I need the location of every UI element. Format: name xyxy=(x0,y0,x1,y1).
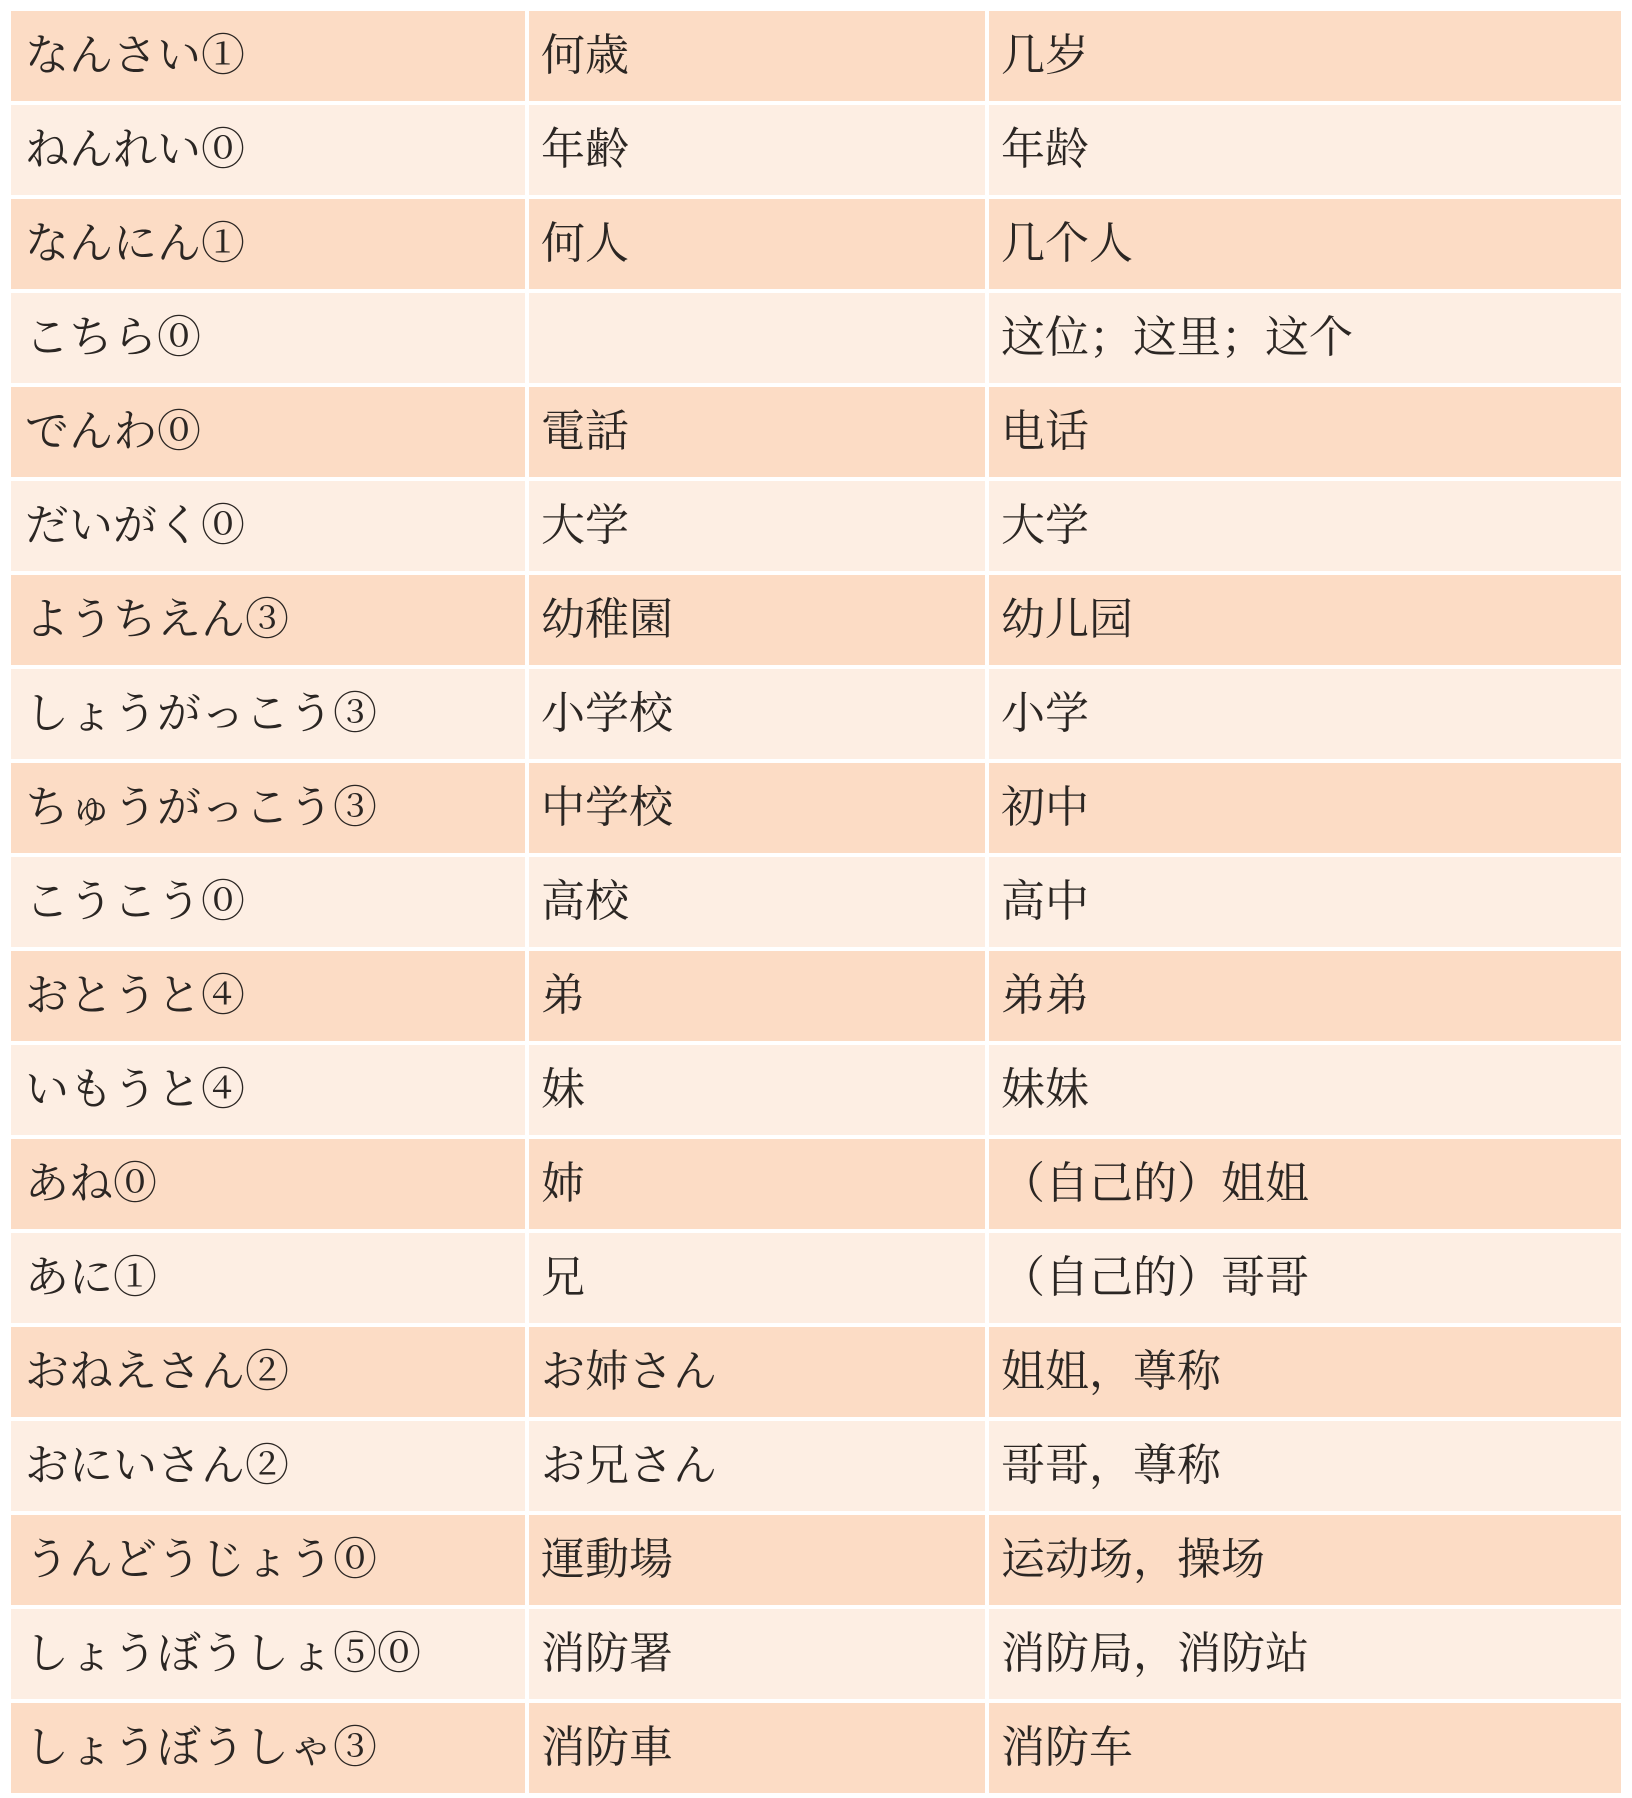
kana-reading-cell: おねえさん② xyxy=(11,1327,529,1421)
kanji-writing-cell: お姉さん xyxy=(529,1327,989,1421)
kana-reading-cell: だいがく⓪ xyxy=(11,481,529,575)
table-row xyxy=(11,1233,1621,1327)
table-row xyxy=(11,575,1621,669)
chinese-meaning-cell: 弟弟 xyxy=(989,951,1621,1045)
vocabulary-table xyxy=(11,11,1621,1793)
chinese-meaning-cell: 消防局，消防站 xyxy=(989,1609,1621,1703)
kanji-writing-cell: 消防車 xyxy=(529,1703,989,1793)
kanji-writing-cell: 消防署 xyxy=(529,1609,989,1703)
kanji-writing-cell: 弟 xyxy=(529,951,989,1045)
table-row xyxy=(11,1609,1621,1703)
kanji-writing-cell: 何人 xyxy=(529,199,989,293)
table-row xyxy=(11,105,1621,199)
kana-reading-cell: こうこう⓪ xyxy=(11,857,529,951)
chinese-meaning-cell: 几个人 xyxy=(989,199,1621,293)
kanji-writing-cell: 高校 xyxy=(529,857,989,951)
chinese-meaning-cell: 幼儿园 xyxy=(989,575,1621,669)
table-row xyxy=(11,857,1621,951)
table-row xyxy=(11,951,1621,1045)
kana-reading-cell: しょうがっこう③ xyxy=(11,669,529,763)
chinese-meaning-cell: 几岁 xyxy=(989,11,1621,105)
kana-reading-cell: しょうぼうしょ⑤⓪ xyxy=(11,1609,529,1703)
kana-reading-cell: ちゅうがっこう③ xyxy=(11,763,529,857)
chinese-meaning-cell: 大学 xyxy=(989,481,1621,575)
kanji-writing-cell: 兄 xyxy=(529,1233,989,1327)
table-row xyxy=(11,481,1621,575)
kanji-writing-cell: 年齢 xyxy=(529,105,989,199)
kanji-writing-cell xyxy=(529,293,989,387)
table-row xyxy=(11,1327,1621,1421)
chinese-meaning-cell: （自己的）姐姐 xyxy=(989,1139,1621,1233)
chinese-meaning-cell: 妹妹 xyxy=(989,1045,1621,1139)
kana-reading-cell: あに① xyxy=(11,1233,529,1327)
table-row xyxy=(11,1421,1621,1515)
kana-reading-cell: いもうと④ xyxy=(11,1045,529,1139)
chinese-meaning-cell: 高中 xyxy=(989,857,1621,951)
kana-reading-cell: ねんれい⓪ xyxy=(11,105,529,199)
table-row xyxy=(11,199,1621,293)
chinese-meaning-cell: 哥哥，尊称 xyxy=(989,1421,1621,1515)
table-row xyxy=(11,11,1621,105)
kana-reading-cell: なんにん① xyxy=(11,199,529,293)
table-row xyxy=(11,387,1621,481)
chinese-meaning-cell: 电话 xyxy=(989,387,1621,481)
chinese-meaning-cell: 消防车 xyxy=(989,1703,1621,1793)
kana-reading-cell: ようちえん③ xyxy=(11,575,529,669)
kanji-writing-cell: 小学校 xyxy=(529,669,989,763)
kanji-writing-cell: 何歳 xyxy=(529,11,989,105)
kanji-writing-cell: 大学 xyxy=(529,481,989,575)
chinese-meaning-cell: 年龄 xyxy=(989,105,1621,199)
kanji-writing-cell: 妹 xyxy=(529,1045,989,1139)
kana-reading-cell: しょうぼうしゃ③ xyxy=(11,1703,529,1793)
kanji-writing-cell: 幼稚園 xyxy=(529,575,989,669)
table-row xyxy=(11,293,1621,387)
kana-reading-cell: おとうと④ xyxy=(11,951,529,1045)
chinese-meaning-cell: 小学 xyxy=(989,669,1621,763)
table-row xyxy=(11,1139,1621,1233)
table-row xyxy=(11,763,1621,857)
kana-reading-cell: おにいさん② xyxy=(11,1421,529,1515)
kana-reading-cell: なんさい① xyxy=(11,11,529,105)
kanji-writing-cell: お兄さん xyxy=(529,1421,989,1515)
chinese-meaning-cell: 初中 xyxy=(989,763,1621,857)
chinese-meaning-cell: （自己的）哥哥 xyxy=(989,1233,1621,1327)
table-row xyxy=(11,669,1621,763)
chinese-meaning-cell: 运动场，操场 xyxy=(989,1515,1621,1609)
kana-reading-cell: うんどうじょう⓪ xyxy=(11,1515,529,1609)
chinese-meaning-cell: 姐姐，尊称 xyxy=(989,1327,1621,1421)
kana-reading-cell: あね⓪ xyxy=(11,1139,529,1233)
chinese-meaning-cell: 这位；这里；这个 xyxy=(989,293,1621,387)
kana-reading-cell: でんわ⓪ xyxy=(11,387,529,481)
kanji-writing-cell: 運動場 xyxy=(529,1515,989,1609)
kanji-writing-cell: 中学校 xyxy=(529,763,989,857)
kana-reading-cell: こちら⓪ xyxy=(11,293,529,387)
table-row xyxy=(11,1703,1621,1793)
table-row xyxy=(11,1045,1621,1139)
kanji-writing-cell: 電話 xyxy=(529,387,989,481)
table-row xyxy=(11,1515,1621,1609)
kanji-writing-cell: 姉 xyxy=(529,1139,989,1233)
vocabulary-table-body xyxy=(11,11,1621,1793)
